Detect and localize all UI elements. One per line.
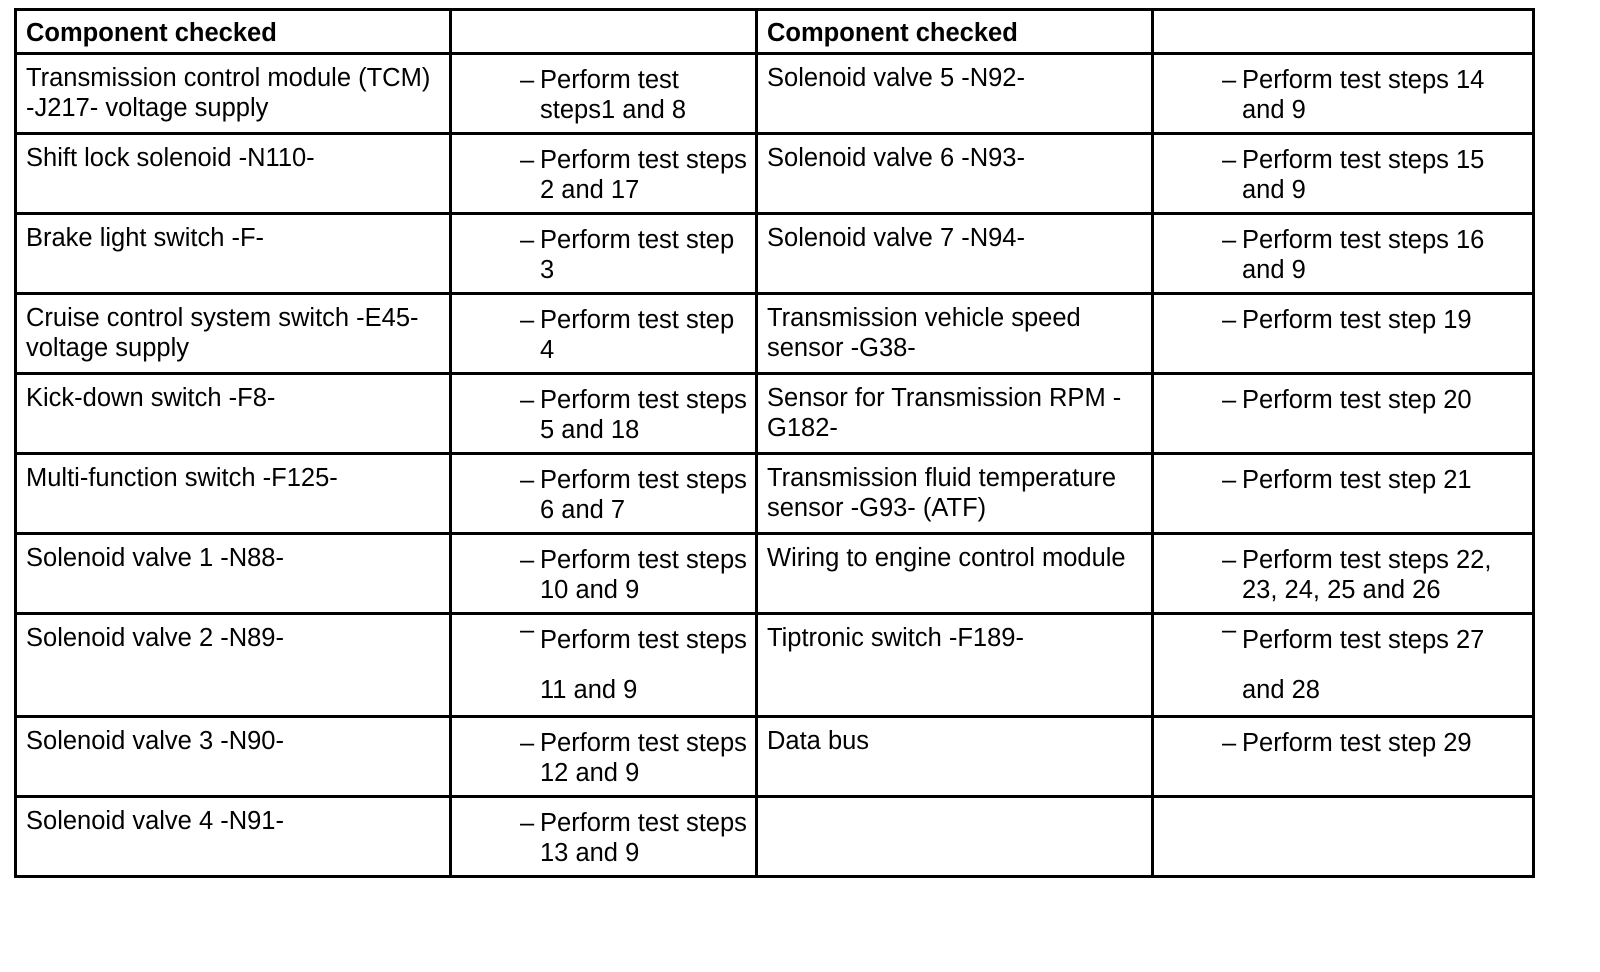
dash-bullet-icon: – bbox=[1222, 386, 1237, 414]
right-component-cell bbox=[757, 134, 1153, 214]
right-component-cell bbox=[757, 294, 1153, 374]
table-body bbox=[16, 54, 1534, 877]
dash-bullet-icon: – bbox=[520, 546, 535, 574]
right-component-label: Tiptronic switch -F189- bbox=[767, 624, 1024, 652]
dash-bullet-icon: – bbox=[520, 729, 535, 757]
right-action-label: Perform test steps 15 and 9 bbox=[1242, 146, 1485, 204]
left-action-cell bbox=[451, 454, 757, 534]
right-component-label: Transmission fluid temperature sensor -G93- (ATF) bbox=[767, 464, 1117, 522]
dash-bullet-icon: – bbox=[520, 386, 535, 414]
right-action-item bbox=[1222, 305, 1526, 335]
left-action-item bbox=[520, 225, 749, 285]
left-component-label: Solenoid valve 3 -N90- bbox=[26, 727, 284, 755]
right-action-item bbox=[1222, 65, 1526, 125]
table-row bbox=[16, 614, 1534, 717]
header-action-right bbox=[1153, 10, 1534, 54]
left-component-cell bbox=[16, 294, 451, 374]
left-action-item bbox=[520, 305, 749, 365]
table-row bbox=[16, 374, 1534, 454]
dash-bullet-icon: – bbox=[520, 306, 535, 334]
left-action-item bbox=[520, 145, 749, 205]
left-action-item bbox=[520, 615, 749, 715]
left-action-item bbox=[520, 545, 749, 605]
left-component-cell bbox=[16, 454, 451, 534]
left-action-label: Perform test steps 6 and 7 bbox=[540, 466, 747, 524]
dash-bullet-icon: – bbox=[1222, 306, 1237, 334]
right-action-cell bbox=[1153, 214, 1534, 294]
header-component-right: Component checked bbox=[757, 10, 1153, 54]
left-component-cell bbox=[16, 534, 451, 614]
left-action-item bbox=[520, 728, 749, 788]
right-component-label: Sensor for Transmission RPM -G182- bbox=[767, 384, 1122, 442]
right-action-label: Perform test step 20 bbox=[1242, 386, 1472, 414]
table-row bbox=[16, 54, 1534, 134]
right-component-label: Solenoid valve 5 -N92- bbox=[767, 64, 1025, 92]
right-action-item bbox=[1222, 145, 1526, 205]
left-component-cell bbox=[16, 614, 451, 717]
right-action-cell bbox=[1153, 374, 1534, 454]
right-action-cell bbox=[1153, 534, 1534, 614]
right-action-cell bbox=[1153, 454, 1534, 534]
dash-bullet-icon: – bbox=[520, 809, 535, 837]
left-component-label: Kick-down switch -F8- bbox=[26, 384, 276, 412]
dash-bullet-icon: – bbox=[520, 66, 535, 94]
left-action-label: Perform test steps 10 and 9 bbox=[540, 546, 747, 604]
header-row bbox=[16, 10, 1534, 54]
right-action-item bbox=[1222, 225, 1526, 285]
left-component-cell bbox=[16, 717, 451, 797]
left-component-label: Multi-function switch -F125- bbox=[26, 464, 338, 492]
right-component-label: Wiring to engine control module bbox=[767, 544, 1126, 572]
left-component-label: Solenoid valve 2 -N89- bbox=[26, 624, 284, 652]
right-component-label: Solenoid valve 7 -N94- bbox=[767, 224, 1025, 252]
dash-bullet-icon: – bbox=[1222, 146, 1237, 174]
left-action-cell bbox=[451, 294, 757, 374]
dash-bullet-icon: – bbox=[1222, 226, 1237, 254]
left-action-cell bbox=[451, 614, 757, 717]
left-action-label: Perform test steps 12 and 9 bbox=[540, 729, 747, 787]
left-action-cell bbox=[451, 54, 757, 134]
right-component-label: Solenoid valve 6 -N93- bbox=[767, 144, 1025, 172]
right-action-label: Perform test steps 14 and 9 bbox=[1242, 66, 1485, 124]
dash-bullet-icon: – bbox=[1222, 616, 1237, 644]
left-component-cell bbox=[16, 54, 451, 134]
left-action-label: Perform test steps1 and 8 bbox=[540, 66, 687, 124]
right-component-cell bbox=[757, 717, 1153, 797]
right-action-cell bbox=[1153, 797, 1534, 877]
right-action-item bbox=[1222, 385, 1526, 415]
left-action-cell bbox=[451, 534, 757, 614]
table-row bbox=[16, 717, 1534, 797]
right-action-item bbox=[1222, 615, 1526, 715]
left-component-label: Transmission control module (TCM) -J217- voltage supply bbox=[26, 64, 431, 122]
left-action-label: Perform test steps 13 and 9 bbox=[540, 809, 747, 867]
left-action-cell bbox=[451, 797, 757, 877]
right-action-cell bbox=[1153, 717, 1534, 797]
left-action-item bbox=[520, 465, 749, 525]
dash-bullet-icon: – bbox=[520, 466, 535, 494]
component-test-table bbox=[14, 8, 1535, 878]
dash-bullet-icon: – bbox=[520, 226, 535, 254]
left-component-label: Shift lock solenoid -N110- bbox=[26, 144, 315, 172]
left-component-label: Solenoid valve 1 -N88- bbox=[26, 544, 284, 572]
dash-bullet-icon: – bbox=[1222, 66, 1237, 94]
right-action-label: Perform test steps 16 and 9 bbox=[1242, 226, 1485, 284]
left-component-cell bbox=[16, 374, 451, 454]
right-action-item bbox=[1222, 465, 1526, 495]
dash-bullet-icon: – bbox=[1222, 729, 1237, 757]
header-action-left bbox=[451, 10, 757, 54]
left-component-cell bbox=[16, 134, 451, 214]
left-action-cell bbox=[451, 214, 757, 294]
table-row bbox=[16, 294, 1534, 374]
left-action-cell bbox=[451, 717, 757, 797]
right-action-label: Perform test steps 22, 23, 24, 25 and 26 bbox=[1242, 546, 1492, 604]
header-component-left: Component checked bbox=[16, 10, 451, 54]
right-action-cell bbox=[1153, 134, 1534, 214]
left-action-cell bbox=[451, 374, 757, 454]
left-action-label: Perform test steps 2 and 17 bbox=[540, 146, 747, 204]
table-row bbox=[16, 214, 1534, 294]
dash-bullet-icon: – bbox=[520, 616, 535, 644]
left-action-label: Perform test steps 11 and 9 bbox=[540, 626, 747, 704]
left-action-label: Perform test steps 5 and 18 bbox=[540, 386, 747, 444]
right-action-label: Perform test step 21 bbox=[1242, 466, 1472, 494]
right-action-cell bbox=[1153, 54, 1534, 134]
left-action-label: Perform test step 3 bbox=[540, 226, 735, 284]
left-action-item bbox=[520, 808, 749, 868]
right-component-label: Data bus bbox=[767, 727, 870, 755]
left-action-item bbox=[520, 385, 749, 445]
right-action-label: Perform test step 19 bbox=[1242, 306, 1472, 334]
dash-bullet-icon: – bbox=[1222, 466, 1237, 494]
left-action-item bbox=[520, 65, 749, 125]
left-component-label: Solenoid valve 4 -N91- bbox=[26, 807, 284, 835]
right-action-item bbox=[1222, 728, 1526, 758]
right-component-cell bbox=[757, 614, 1153, 717]
right-action-label: Perform test steps 27 and 28 bbox=[1242, 626, 1485, 704]
left-component-label: Brake light switch -F- bbox=[26, 224, 265, 252]
right-action-cell bbox=[1153, 614, 1534, 717]
table-row bbox=[16, 534, 1534, 614]
left-component-cell bbox=[16, 214, 451, 294]
right-component-cell bbox=[757, 797, 1153, 877]
right-action-item bbox=[1222, 545, 1526, 605]
left-component-label: Cruise control system switch -E45- voltage supply bbox=[26, 304, 419, 362]
right-component-label: Transmission vehicle speed sensor -G38- bbox=[767, 304, 1081, 362]
dash-bullet-icon: – bbox=[520, 146, 535, 174]
table-row bbox=[16, 454, 1534, 534]
left-component-cell bbox=[16, 797, 451, 877]
table-row bbox=[16, 797, 1534, 877]
right-action-label: Perform test step 29 bbox=[1242, 729, 1472, 757]
right-component-cell bbox=[757, 54, 1153, 134]
left-action-label: Perform test step 4 bbox=[540, 306, 735, 364]
right-component-cell bbox=[757, 214, 1153, 294]
table-row bbox=[16, 134, 1534, 214]
right-component-cell bbox=[757, 374, 1153, 454]
right-component-cell bbox=[757, 534, 1153, 614]
left-action-cell bbox=[451, 134, 757, 214]
right-component-cell bbox=[757, 454, 1153, 534]
right-action-cell bbox=[1153, 294, 1534, 374]
dash-bullet-icon: – bbox=[1222, 546, 1237, 574]
